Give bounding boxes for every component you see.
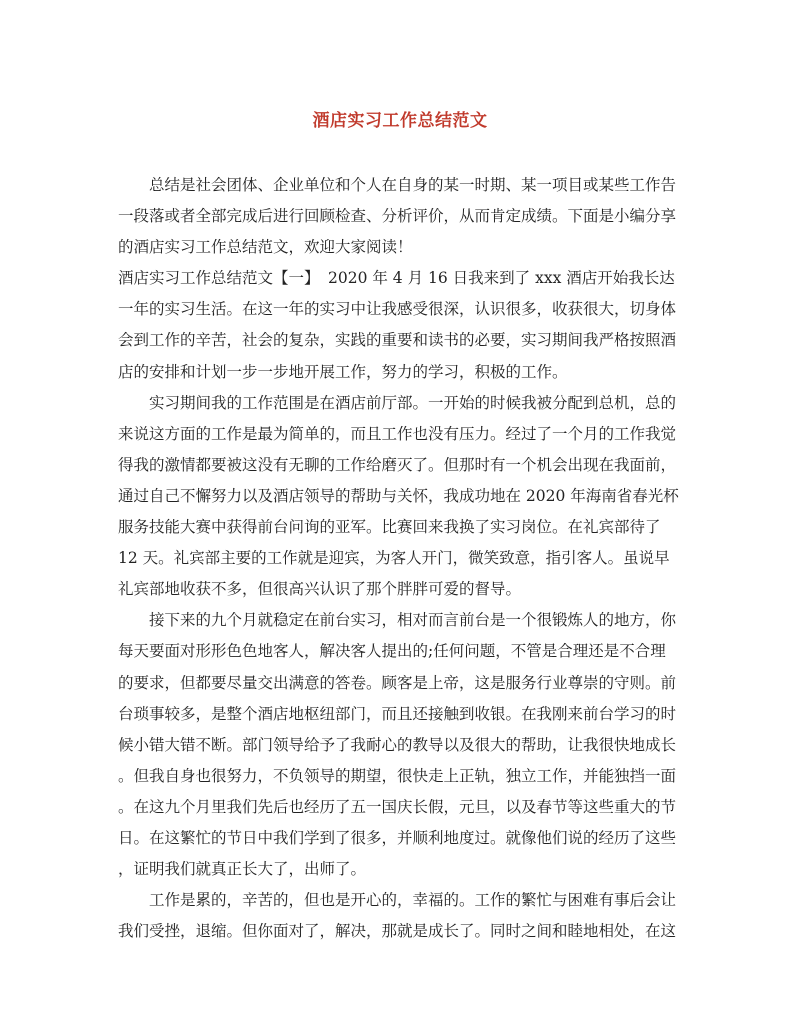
paragraph-line: 我们受挫，退缩。但你面对了，解决，那就是成长了。同时之间和睦地相处，在这 — [118, 922, 677, 941]
paragraph-line: 得我的激情都要被这没有无聊的工作给磨灭了。但那时有一个机会出现在我面前， — [118, 455, 677, 474]
paragraph-line: 。在这九个月里我们先后也经历了五一国庆长假，元旦，以及春节等这些重大的节 — [118, 797, 677, 816]
paragraph-line: 工作是累的，辛苦的，但也是开心的，幸福的。工作的繁忙与困难有事后会让 — [149, 891, 677, 910]
paragraph-line: 台琐事较多，是整个酒店地枢纽部门，而且还接触到收银。在我刚来前台学习的时 — [118, 704, 677, 723]
paragraph-line: 一段落或者全部完成后进行回顾检查、分析评价，从而肯定成绩。下面是小编分享 — [118, 207, 677, 226]
paragraph-line: ，证明我们就真正长大了，出师了。 — [118, 860, 367, 879]
section-heading: 酒店实习工作总结范文【一】 — [118, 269, 320, 288]
document-title: 酒店实习工作总结范文 — [312, 111, 488, 131]
paragraph-line: 实习期间我的工作范围是在酒店前厅部。一开始的时候我被分配到总机，总的 — [149, 393, 677, 412]
paragraph-line: 的要求，但都要尽量交出满意的答卷。顾客是上帝，这是服务行业尊崇的守则。前 — [118, 673, 677, 692]
paragraph-line: 候小错大错不断。部门领导给予了我耐心的教导以及很大的帮助，让我很快地成长 — [118, 735, 677, 754]
paragraph-line: 店的安排和计划一步一步地开展工作，努力的学习，积极的工作。 — [118, 362, 568, 381]
document-body — [118, 170, 684, 947]
section-heading-line — [118, 263, 684, 294]
paragraph-line: 会到工作的辛苦，社会的复杂，实践的重要和读书的必要，实习期间我严格按照酒 — [118, 331, 677, 350]
paragraph-line: 礼宾部地收获不多，但很高兴认识了那个胖胖可爱的督导。 — [118, 580, 522, 599]
paragraph-line: 12 天。礼宾部主要的工作就是迎宾，为客人开门，微笑致意，指引客人。虽说早 — [118, 549, 670, 568]
paragraph-line: 的酒店实习工作总结范文，欢迎大家阅读！ — [118, 238, 413, 257]
paragraph-line: 总结是社会团体、企业单位和个人在自身的某一时期、某一项目或某些工作告 — [149, 176, 677, 194]
paragraph-line: 接下来的九个月就稳定在前台实习，相对而言前台是一个很锻炼人的地方，你 — [149, 611, 677, 630]
paragraph-line: 日。在这繁忙的节日中我们学到了很多，并顺利地度过。就像他们说的经历了这些 — [118, 828, 677, 847]
paragraph-line: 每天要面对形形色色地客人，解决客人提出的;任何问题，不管是合理还是不合理 — [118, 642, 666, 661]
paragraph-line: 一年的实习生活。在这一年的实习中让我感受很深，认识很多，收获很大，切身体 — [118, 300, 677, 319]
paragraph-line: 2020 年 4 月 16 日我来到了 xxx 酒店开始我长达 — [328, 269, 675, 288]
paragraph-line: 。但我自身也很努力，不负领导的期望，很快走上正轨，独立工作，并能独挡一面 — [118, 766, 677, 785]
paragraph-line: 通过自己不懈努力以及酒店领导的帮助与关怀，我成功地在 2020 年海南省春光杯 — [118, 486, 679, 505]
paragraph-line: 服务技能大赛中获得前台问询的亚军。比赛回来我换了实习岗位。在礼宾部待了 — [118, 518, 661, 537]
paragraph-line: 来说这方面的工作是最为简单的，而且工作也没有压力。经过了一个月的工作我觉 — [118, 424, 677, 443]
